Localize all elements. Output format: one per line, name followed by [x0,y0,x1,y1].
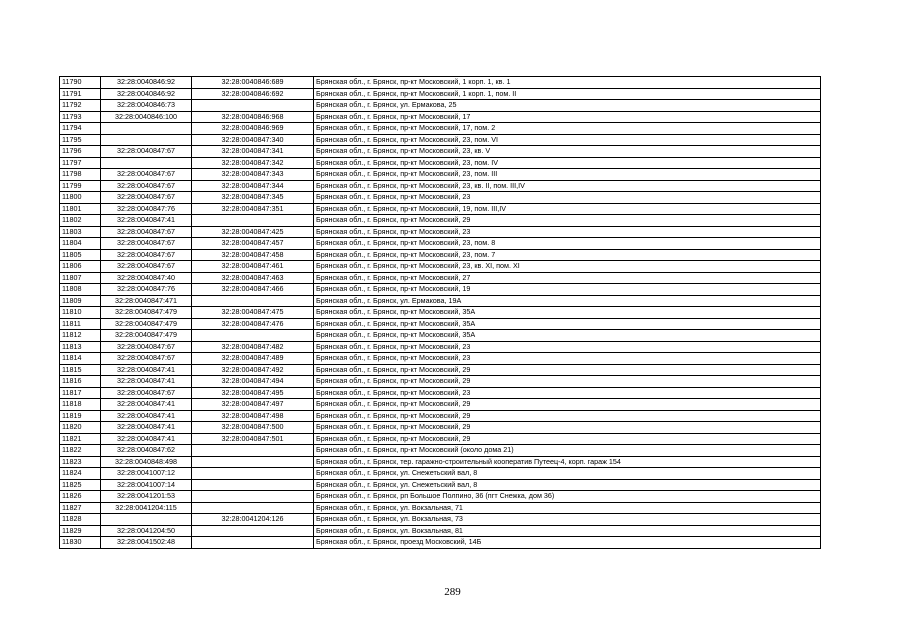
table-row [60,353,821,365]
object-cadastral-number-cell: 32:28:0040847:344 [192,180,314,192]
cadastral-number-cell [101,157,192,169]
cadastral-number-cell: 32:28:0040847:41 [101,215,192,227]
cadastral-number-cell: 32:28:0040847:62 [101,445,192,457]
object-cadastral-number-cell: 32:28:0040847:343 [192,169,314,181]
row-number-cell: 11812 [60,330,101,342]
object-cadastral-number-cell: 32:28:0040847:466 [192,284,314,296]
address-cell: Брянская обл., г. Брянск, пр-кт Московский, 17, пом. 2 [314,123,821,135]
address-cell: Брянская обл., г. Брянск, пр-кт Московский, 23 [314,341,821,353]
cadastral-number-cell: 32:28:0040847:41 [101,364,192,376]
object-cadastral-number-cell: 32:28:0040847:457 [192,238,314,250]
address-cell: Брянская обл., г. Брянск, пр-кт Московский, 29 [314,215,821,227]
address-cell: Брянская обл., г. Брянск, пр-кт Московский, 23 [314,353,821,365]
row-number-cell: 11824 [60,468,101,480]
table-row [60,249,821,261]
table-row [60,502,821,514]
address-cell: Брянская обл., г. Брянск, пр-кт Московский, 23, пом. III [314,169,821,181]
row-number-cell: 11822 [60,445,101,457]
row-number-cell: 11798 [60,169,101,181]
address-cell: Брянская обл., г. Брянск, тер. гаражно-строительный кооператив Путеец-4, корп. гараж 154 [314,456,821,468]
address-cell: Брянская обл., г. Брянск, пр-кт Московский, 29 [314,376,821,388]
object-cadastral-number-cell [192,456,314,468]
address-cell: Брянская обл., г. Брянск, ул. Ермакова, 19А [314,295,821,307]
object-cadastral-number-cell: 32:28:0041204:126 [192,514,314,526]
cadastral-number-cell: 32:28:0040846:73 [101,100,192,112]
table-row [60,307,821,319]
cadastral-number-cell: 32:28:0040847:67 [101,226,192,238]
object-cadastral-number-cell [192,100,314,112]
object-cadastral-number-cell [192,491,314,503]
row-number-cell: 11795 [60,134,101,146]
cadastral-number-cell: 32:28:0040847:67 [101,146,192,158]
table-row [60,468,821,480]
row-number-cell: 11796 [60,146,101,158]
table-row [60,192,821,204]
table-row [60,387,821,399]
table-row [60,410,821,422]
table-row [60,445,821,457]
address-cell: Брянская обл., г. Брянск, пр-кт Московский, 35А [314,330,821,342]
row-number-cell: 11813 [60,341,101,353]
cadastral-number-cell: 32:28:0041007:12 [101,468,192,480]
address-cell: Брянская обл., г. Брянск, пр-кт Московский (около дома 21) [314,445,821,457]
cadastral-number-cell: 32:28:0040846:92 [101,77,192,89]
cadastral-number-cell: 32:28:0040847:479 [101,307,192,319]
table-row [60,376,821,388]
address-cell: Брянская обл., г. Брянск, ул. Ермакова, 25 [314,100,821,112]
row-number-cell: 11810 [60,307,101,319]
table-row [60,330,821,342]
table-row [60,514,821,526]
row-number-cell: 11826 [60,491,101,503]
row-number-cell: 11809 [60,295,101,307]
address-cell: Брянская обл., г. Брянск, пр-кт Московский, 23, кв. XI, пом. XI [314,261,821,273]
object-cadastral-number-cell: 32:28:0040847:494 [192,376,314,388]
address-cell: Брянская обл., г. Брянск, пр-кт Московский, 23, пом. VI [314,134,821,146]
object-cadastral-number-cell: 32:28:0040847:351 [192,203,314,215]
address-cell: Брянская обл., г. Брянск, пр-кт Московский, 23 [314,226,821,238]
object-cadastral-number-cell: 32:28:0040847:463 [192,272,314,284]
page-number: 289 [444,586,461,598]
cadastral-number-cell: 32:28:0040847:67 [101,169,192,181]
cadastral-number-cell: 32:28:0040847:67 [101,353,192,365]
row-number-cell: 11790 [60,77,101,89]
cadastral-number-cell: 32:28:0041201:53 [101,491,192,503]
object-cadastral-number-cell [192,295,314,307]
row-number-cell: 11801 [60,203,101,215]
object-cadastral-number-cell: 32:28:0040846:689 [192,77,314,89]
address-cell: Брянская обл., г. Брянск, пр-кт Московский, 23 [314,192,821,204]
address-cell: Брянская обл., г. Брянск, пр-кт Московский, 23, кв. V [314,146,821,158]
address-cell: Брянская обл., г. Брянск, пр-кт Московский, 1 корп. 1, пом. II [314,88,821,100]
row-number-cell: 11797 [60,157,101,169]
object-cadastral-number-cell: 32:28:0040847:340 [192,134,314,146]
address-cell: Брянская обл., г. Брянск, пр-кт Московский, 29 [314,364,821,376]
address-cell: Брянская обл., г. Брянск, пр-кт Московский, 23, пом. 8 [314,238,821,250]
table-row [60,146,821,158]
row-number-cell: 11806 [60,261,101,273]
row-number-cell: 11830 [60,537,101,549]
row-number-cell: 11827 [60,502,101,514]
object-cadastral-number-cell [192,468,314,480]
row-number-cell: 11799 [60,180,101,192]
cadastral-number-cell: 32:28:0040847:67 [101,261,192,273]
row-number-cell: 11793 [60,111,101,123]
object-cadastral-number-cell: 32:28:0040847:341 [192,146,314,158]
cadastral-number-cell: 32:28:0040847:67 [101,387,192,399]
object-cadastral-number-cell: 32:28:0040847:498 [192,410,314,422]
row-number-cell: 11816 [60,376,101,388]
row-number-cell: 11794 [60,123,101,135]
cadastral-number-cell: 32:28:0041204:115 [101,502,192,514]
cadastral-number-cell: 32:28:0040847:67 [101,249,192,261]
row-number-cell: 11804 [60,238,101,250]
cadastral-number-cell: 32:28:0040847:471 [101,295,192,307]
object-cadastral-number-cell: 32:28:0040847:425 [192,226,314,238]
cadastral-number-cell: 32:28:0040847:67 [101,180,192,192]
table-row [60,456,821,468]
table-row [60,295,821,307]
address-cell: Брянская обл., г. Брянск, ул. Вокзальная, 71 [314,502,821,514]
address-cell: Брянская обл., г. Брянск, пр-кт Московский, 23, кв. II, пом. III,IV [314,180,821,192]
cadastral-number-cell: 32:28:0040847:67 [101,341,192,353]
cadastral-number-cell: 32:28:0040847:41 [101,376,192,388]
table-row [60,479,821,491]
object-cadastral-number-cell: 32:28:0040847:500 [192,422,314,434]
object-cadastral-number-cell [192,215,314,227]
object-cadastral-number-cell [192,479,314,491]
object-cadastral-number-cell: 32:28:0040846:968 [192,111,314,123]
address-cell: Брянская обл., г. Брянск, пр-кт Московский, 27 [314,272,821,284]
row-number-cell: 11829 [60,525,101,537]
address-cell: Брянская обл., г. Брянск, пр-кт Московский, 17 [314,111,821,123]
object-cadastral-number-cell: 32:28:0040847:342 [192,157,314,169]
cadastral-number-cell: 32:28:0040847:67 [101,238,192,250]
row-number-cell: 11815 [60,364,101,376]
table-row [60,238,821,250]
cadastral-number-cell: 32:28:0040847:76 [101,203,192,215]
table-row [60,399,821,411]
table-row [60,364,821,376]
object-cadastral-number-cell [192,445,314,457]
table-row [60,111,821,123]
row-number-cell: 11828 [60,514,101,526]
object-cadastral-number-cell: 32:28:0040847:501 [192,433,314,445]
address-cell: Брянская обл., г. Брянск, пр-кт Московский, 23 [314,387,821,399]
address-cell: Брянская обл., г. Брянск, ул. Снежетьский вал, 8 [314,468,821,480]
address-cell: Брянская обл., г. Брянск, проезд Московский, 14Б [314,537,821,549]
cadastral-number-cell: 32:28:0041007:14 [101,479,192,491]
cadastral-number-cell: 32:28:0040847:41 [101,410,192,422]
row-number-cell: 11800 [60,192,101,204]
object-cadastral-number-cell: 32:28:0040847:476 [192,318,314,330]
table-row [60,88,821,100]
address-cell: Брянская обл., г. Брянск, пр-кт Московский, 29 [314,433,821,445]
table-row [60,100,821,112]
object-cadastral-number-cell: 32:28:0040847:495 [192,387,314,399]
row-number-cell: 11791 [60,88,101,100]
table-row [60,203,821,215]
cadastral-number-cell [101,514,192,526]
object-cadastral-number-cell: 32:28:0040847:458 [192,249,314,261]
object-cadastral-number-cell: 32:28:0040847:482 [192,341,314,353]
cadastral-number-cell: 32:28:0040847:41 [101,422,192,434]
object-cadastral-number-cell [192,537,314,549]
row-number-cell: 11803 [60,226,101,238]
row-number-cell: 11823 [60,456,101,468]
object-cadastral-number-cell: 32:28:0040846:969 [192,123,314,135]
row-number-cell: 11802 [60,215,101,227]
cadastral-number-cell: 32:28:0040847:76 [101,284,192,296]
address-cell: Брянская обл., г. Брянск, пр-кт Московский, 23, пом. 7 [314,249,821,261]
table-row [60,215,821,227]
cadastral-number-cell: 32:28:0040847:41 [101,399,192,411]
object-cadastral-number-cell: 32:28:0040847:475 [192,307,314,319]
object-cadastral-number-cell: 32:28:0040847:497 [192,399,314,411]
cadastral-number-cell: 32:28:0040848:498 [101,456,192,468]
row-number-cell: 11811 [60,318,101,330]
cadastral-number-cell [101,134,192,146]
cadastral-number-cell: 32:28:0040846:100 [101,111,192,123]
address-cell: Брянская обл., г. Брянск, пр-кт Московский, 29 [314,399,821,411]
cadastral-number-cell [101,123,192,135]
object-cadastral-number-cell: 32:28:0040847:345 [192,192,314,204]
table-body [60,77,821,549]
row-number-cell: 11820 [60,422,101,434]
table-row [60,226,821,238]
table-row [60,318,821,330]
object-cadastral-number-cell: 32:28:0040847:489 [192,353,314,365]
object-cadastral-number-cell [192,330,314,342]
address-cell: Брянская обл., г. Брянск, рп Большое Полпино, 36 (пгт Снежка, дом 36) [314,491,821,503]
address-cell: Брянская обл., г. Брянск, ул. Снежетьский вал, 8 [314,479,821,491]
address-cell: Брянская обл., г. Брянск, пр-кт Московский, 35А [314,307,821,319]
address-cell: Брянская обл., г. Брянск, ул. Вокзальная, 81 [314,525,821,537]
table-row [60,123,821,135]
cadastral-number-cell: 32:28:0040847:479 [101,318,192,330]
table-row [60,272,821,284]
table-row [60,180,821,192]
property-register-table [59,76,821,549]
object-cadastral-number-cell [192,525,314,537]
address-cell: Брянская обл., г. Брянск, ул. Вокзальная, 73 [314,514,821,526]
address-cell: Брянская обл., г. Брянск, пр-кт Московский, 19 [314,284,821,296]
row-number-cell: 11807 [60,272,101,284]
address-cell: Брянская обл., г. Брянск, пр-кт Московский, 19, пом. III,IV [314,203,821,215]
address-cell: Брянская обл., г. Брянск, пр-кт Московский, 23, пом. IV [314,157,821,169]
row-number-cell: 11821 [60,433,101,445]
address-cell: Брянская обл., г. Брянск, пр-кт Московский, 29 [314,410,821,422]
row-number-cell: 11808 [60,284,101,296]
cadastral-number-cell: 32:28:0040847:41 [101,433,192,445]
table-row [60,491,821,503]
table-row [60,77,821,89]
table-row [60,422,821,434]
row-number-cell: 11792 [60,100,101,112]
table-row [60,341,821,353]
row-number-cell: 11817 [60,387,101,399]
cadastral-number-cell: 32:28:0041502:48 [101,537,192,549]
address-cell: Брянская обл., г. Брянск, пр-кт Московский, 29 [314,422,821,434]
table-row [60,261,821,273]
object-cadastral-number-cell: 32:28:0040847:461 [192,261,314,273]
address-cell: Брянская обл., г. Брянск, пр-кт Московский, 1 корп. 1, кв. 1 [314,77,821,89]
row-number-cell: 11819 [60,410,101,422]
cadastral-number-cell: 32:28:0041204:50 [101,525,192,537]
row-number-cell: 11805 [60,249,101,261]
row-number-cell: 11825 [60,479,101,491]
cadastral-number-cell: 32:28:0040847:479 [101,330,192,342]
object-cadastral-number-cell [192,502,314,514]
cadastral-number-cell: 32:28:0040846:92 [101,88,192,100]
address-cell: Брянская обл., г. Брянск, пр-кт Московский, 35А [314,318,821,330]
table-row [60,525,821,537]
object-cadastral-number-cell: 32:28:0040846:692 [192,88,314,100]
table-row [60,134,821,146]
table-row [60,169,821,181]
object-cadastral-number-cell: 32:28:0040847:492 [192,364,314,376]
row-number-cell: 11818 [60,399,101,411]
cadastral-number-cell: 32:28:0040847:67 [101,192,192,204]
table-row [60,284,821,296]
table-row [60,157,821,169]
table-row [60,537,821,549]
table-row [60,433,821,445]
row-number-cell: 11814 [60,353,101,365]
cadastral-number-cell: 32:28:0040847:40 [101,272,192,284]
